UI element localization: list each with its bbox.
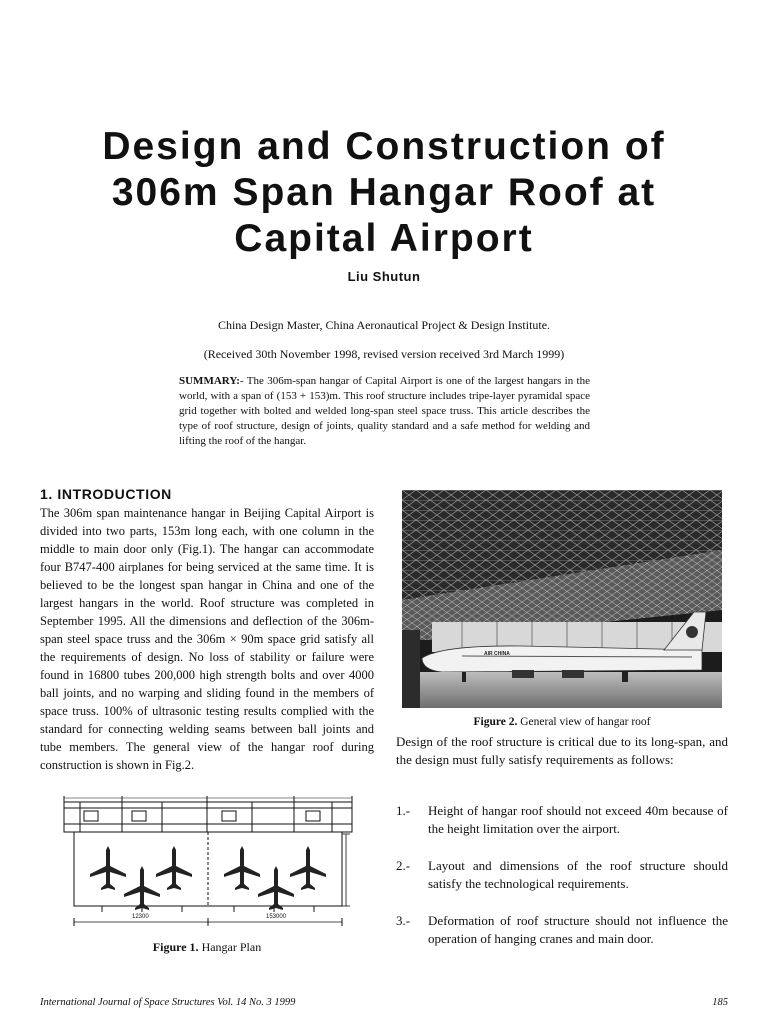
aircraft-icon bbox=[290, 846, 326, 890]
received-dates: (Received 30th November 1998, revised version received 3rd March 1999) bbox=[203, 347, 565, 361]
figure-2-caption-text: General view of hangar roof bbox=[520, 716, 651, 728]
title-line-3: Capital Airport bbox=[234, 217, 534, 260]
aircraft-icon bbox=[224, 846, 260, 890]
figure-1-caption bbox=[40, 940, 374, 955]
figure-2-label: Figure 2. bbox=[473, 716, 518, 728]
page-number: 185 bbox=[712, 997, 728, 1008]
title-line-1: Design and Construction of bbox=[102, 125, 666, 168]
aircraft-icon bbox=[90, 846, 126, 890]
plan-dimension-left: 12300 bbox=[132, 914, 149, 920]
design-paragraph: Design of the roof structure is critical due to its long-span, and the design must fully satisfy requirements as follows: bbox=[396, 734, 728, 767]
figure-2-caption bbox=[402, 716, 722, 728]
author-affiliation: China Design Master, China Aeronautical Project & Design Institute. bbox=[217, 318, 551, 332]
section-heading-introduction: 1. INTRODUCTION bbox=[40, 486, 172, 502]
summary-text: - The 306m-span hangar of Capital Airport is one of the largest hangars in the world, with a span of (153 + 153)m. This roof structure includes tripe-layer pyramidal space grid together with bolted and welded long-span steel space truss. This article describes the type of roof structure, design of joints, quality standard and a safe method for welding and lifting the roof of the hangar. bbox=[179, 375, 590, 447]
hangar-plan-figure bbox=[62, 794, 356, 936]
author-name: Liu Shutun bbox=[347, 269, 421, 284]
figure-1-label: Figure 1. bbox=[152, 940, 199, 954]
title-line-2: 306m Span Hangar Roof at bbox=[111, 171, 657, 214]
aircraft-icon bbox=[156, 846, 192, 890]
paper-title bbox=[60, 124, 708, 262]
introduction-paragraph: The 306m span maintenance hangar in Beijing Capital Airport is divided into two parts, 153m long each, with one column in the middle to main door only (Fig.1). The hangar can accommodate four B747-400 airplanes for being serviced at the same time. It is believed to be the longest span hangar in China and one of the largest hangars in the world. Roof structure was completed in September 1995. All the dimensions and deflection of the 306m-span steel space truss and the 306m × 90m space grid satisfy all the requirements of design. No loss of stability or failure were found in 16800 tubes 200,000 high strength bolts and over 4000 ball joints, and no warping and sliding found in the members of space truss. 100% of ultrasonic testing results complied with the standard for connecting welding seams between ball joints and tube members. The general view of the hangar roof during construction is shown in Fig.2. bbox=[40, 506, 374, 772]
list-item-text: Layout and dimensions of the roof structure should satisfy the technological requirements. bbox=[428, 858, 728, 891]
list-item-number: 2.- bbox=[396, 858, 411, 873]
list-item-text: Height of hangar roof should not exceed 40m because of the height limitation over the airport. bbox=[428, 803, 728, 836]
list-item-text: Deformation of roof structure should not influence the operation of hanging cranes and main door. bbox=[428, 913, 728, 946]
list-item bbox=[396, 802, 728, 838]
summary-abstract bbox=[179, 374, 590, 449]
summary-label: SUMMARY: bbox=[179, 375, 240, 387]
aircraft-icon bbox=[258, 866, 294, 910]
list-item bbox=[396, 912, 728, 948]
plan-dimension-right: 153000 bbox=[266, 914, 287, 920]
list-item-number: 3.- bbox=[396, 913, 411, 928]
requirements-list bbox=[396, 802, 728, 967]
left-column bbox=[40, 486, 374, 774]
journal-footer: International Journal of Space Structures Vol. 14 No. 3 1999 bbox=[40, 997, 296, 1008]
list-item-number: 1.- bbox=[396, 803, 411, 818]
hangar-roof-photo bbox=[402, 490, 722, 708]
aircraft-livery-text: AIR CHINA bbox=[484, 651, 510, 657]
list-item bbox=[396, 857, 728, 893]
aircraft-icon bbox=[124, 866, 160, 910]
figure-1-caption-text: Hangar Plan bbox=[201, 940, 262, 954]
